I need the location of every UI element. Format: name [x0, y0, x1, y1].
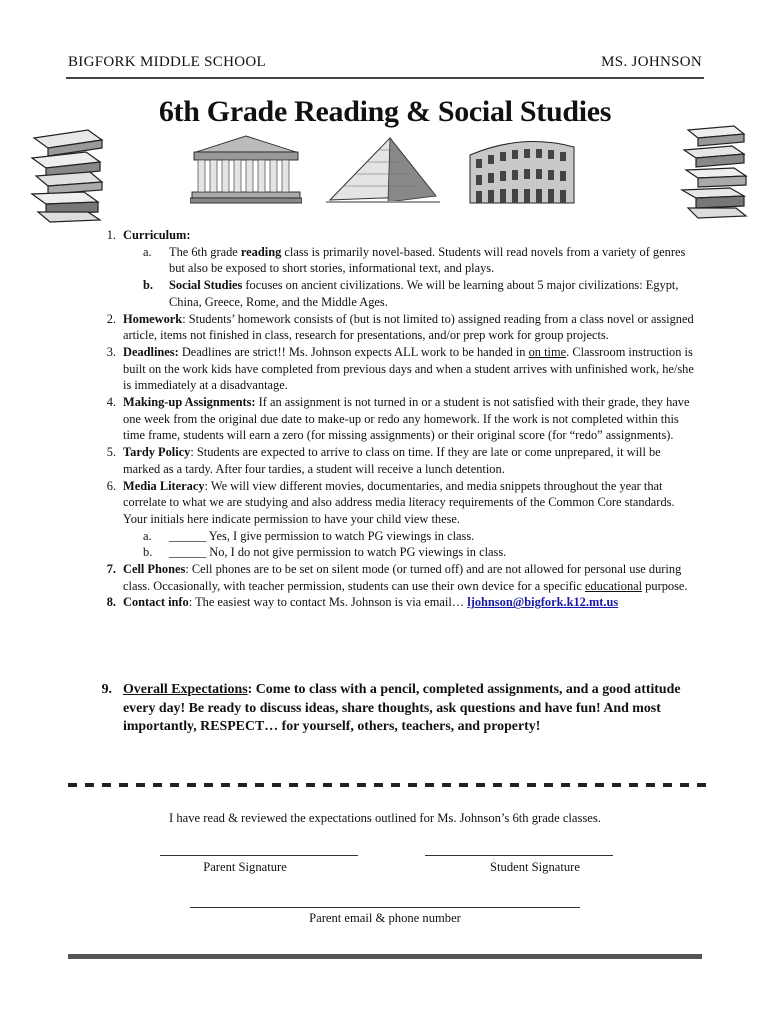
colosseum-image: [466, 133, 578, 205]
pyramid-image: [326, 136, 440, 206]
item-label: Cell Phones: [123, 562, 186, 577]
permission-no-line[interactable]: ______ No, I do not give permission to watch PG viewings in class.: [169, 545, 507, 560]
item-label: Overall Expectations: [123, 682, 248, 697]
list-item-deadlines: [96, 344, 696, 394]
sub-letter: b.: [143, 545, 153, 560]
sub-bold: reading: [240, 244, 282, 259]
sub-letter: a.: [143, 528, 152, 543]
item-text: Deadlines are strict!! Ms. Johnson expects ALL work to be handed in: [178, 344, 529, 359]
parent-signature-label: Parent Signature: [203, 860, 287, 874]
page-header: [68, 54, 702, 76]
sub-item-reading: [96, 244, 696, 277]
list-item-curriculum: [96, 227, 696, 244]
item-text: : Come to class with a pencil, completed assignments, and a good attitude every day! Be ready to discuss ideas, share thoughts, ask questions and have fun! And most importantly, RESPECT… for yourself, others, teachers, and property!: [123, 682, 681, 735]
acknowledgement-text: I have read & reviewed the expectations outlined for Ms. Johnson’s 6th grade classes.: [169, 811, 601, 825]
item-underline: on time: [528, 344, 567, 359]
list-item-makeup: [96, 394, 696, 444]
item-label: Curriculum:: [123, 228, 191, 242]
list-item-homework: [96, 311, 696, 344]
parent-contact-line[interactable]: [190, 907, 580, 908]
parthenon-image: [190, 132, 302, 204]
item-text: purpose.: [642, 578, 688, 593]
sub-letter: a.: [143, 244, 152, 259]
expectations-list: [96, 227, 696, 611]
sub-bold: Social Studies: [169, 278, 243, 293]
item-underline: educational: [584, 578, 643, 593]
email-link[interactable]: ljohnson@bigfork.k12.mt.us: [467, 595, 619, 610]
sub-item-media-no: [96, 544, 696, 561]
permission-yes-line[interactable]: ______ Yes, I give permission to watch PG viewings in class.: [169, 528, 475, 543]
item-number: 8.: [106, 595, 116, 610]
item-number: 4.: [106, 395, 116, 410]
books-stack-image: [28, 126, 108, 226]
item-number: 5.: [106, 445, 116, 460]
item-text: If an assignment is not turned in or a student is not satisfied with their grade, they have one week from the original due date to make-up or redo any homework. If the work is not completed within this time frame, students will earn a zero (for missing assignments) or their original score (for “redo” assignments).: [123, 395, 690, 443]
overall-expectations: [96, 681, 706, 737]
item-text: : Cell phones are to be set on silent mode (or turned off) and are not allowed for personal use during class. Occasionally, with teacher permission, students can use their own device for a specific: [123, 562, 682, 593]
list-item-cell-phones: [96, 561, 696, 594]
header-divider: [66, 77, 704, 79]
parent-contact-label: Parent email & phone number: [309, 911, 461, 925]
student-signature-line[interactable]: [425, 855, 613, 856]
item-text: : Students are expected to arrive to class on time. If they are late or come unprepared, it will be marked as a tardy. After four tardies, a student will receive a lunch detention.: [123, 445, 661, 476]
sub-text: class is primarily novel-based. Students will read novels from a variety of genres but also be exposed to short stories, informational text, and plays.: [169, 244, 686, 276]
item-label: Making-up Assignments:: [123, 395, 256, 410]
item-number: 1.: [106, 228, 116, 242]
teacher-name: MS. JOHNSON: [601, 54, 702, 70]
item-number: 9.: [101, 682, 112, 697]
item-text: : Students’ homework consists of (but is not limited to) assigned reading from a class novel or assigned article, items not finished in class, research for presentations, and/or prep work for group projects.: [123, 311, 694, 343]
item-label: Tardy Policy: [123, 445, 191, 460]
item-number: 6.: [106, 478, 116, 493]
item-number: 2.: [106, 311, 116, 326]
cut-line-divider: [68, 783, 708, 787]
item-label: Contact info: [123, 595, 189, 610]
page-title: 6th Grade Reading & Social Studies: [158, 95, 612, 128]
item-text: : We will view different movies, documentaries, and media snippets throughout the year that correlate to what we are studying and also address media literacy requirements of the Common Core standards. Your initials here indicate permission to have your child view these.: [123, 478, 675, 526]
item-label: Homework: [123, 311, 183, 326]
sub-letter: b.: [143, 278, 153, 293]
footer-divider: [68, 954, 702, 959]
list-item-media: [96, 478, 696, 528]
item-text: . Classroom instruction is built on the work kids have completed from previous days and when a student arrives with unfinished work, he/she is immediately at a disadvantage.: [123, 344, 694, 393]
item-label: Deadlines:: [123, 344, 179, 359]
list-item-contact: [96, 594, 696, 611]
list-item-tardy: [96, 444, 696, 477]
sub-text: focuses on ancient civilizations. We will be learning about 5 major civilizations: Egypt, China, Greece, Rome, and the Middle Ages.: [169, 278, 679, 309]
item-number: 3.: [106, 344, 116, 359]
item-text: : The easiest way to contact Ms. Johnson is via email…: [188, 595, 468, 610]
student-signature-label: Student Signature: [490, 860, 580, 874]
school-name: BIGFORK MIDDLE SCHOOL: [68, 54, 266, 70]
item-label: Media Literacy: [123, 478, 205, 493]
sub-item-social-studies: [96, 277, 696, 310]
sub-item-media-yes: [96, 528, 696, 545]
item-number: 7.: [106, 562, 116, 577]
books-stack-image: [678, 122, 750, 222]
parent-signature-line[interactable]: [160, 855, 358, 856]
sub-text: The 6th grade: [169, 244, 241, 259]
